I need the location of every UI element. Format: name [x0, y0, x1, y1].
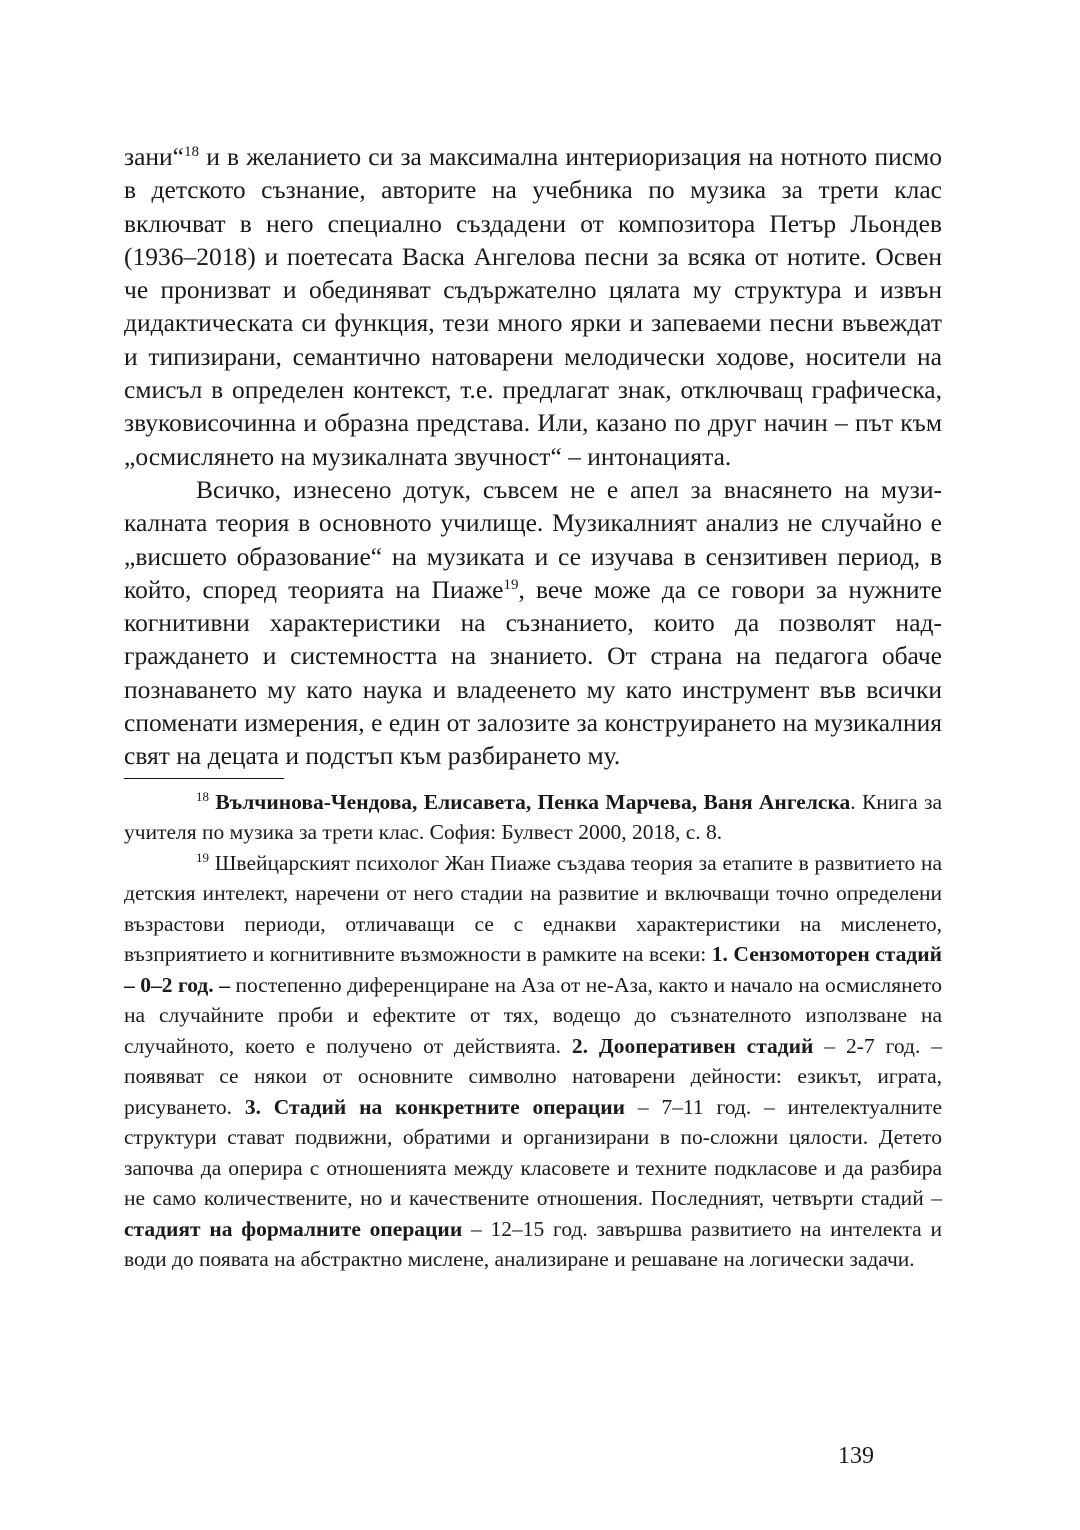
footnote-authors: Вълчинова-Чендова, Елисавета, Пенка Марчева, Ваня Ангелска: [215, 789, 851, 814]
footnote-separator: [124, 778, 284, 779]
footnote-number: 19: [196, 849, 209, 865]
footnote-number: 18: [196, 788, 209, 804]
text-segment: – 12–15 год. завършва развитието на интелекта и води до появата на абстрактно мислене, анализиране и решаване на логически задачи.: [124, 1216, 942, 1272]
footnotes: [124, 787, 942, 1275]
stage-1-label: 1. Сензомоторен стадий – 0–2 год. –: [124, 942, 942, 997]
text-segment: Швейцарският психолог Жан Пиаже създава теория за етапите в развитието на детския интелект, наречени от него стадии на развитие и включващи точно определени възрастови периоди, отличаващи се с еднакви характеристики на мисленето, възприятието и когнитивните възможности в рамките на всеки:: [124, 850, 942, 967]
footnote-citation: . Книга за учителя по музика за трети клас. София: Булвест 2000, 2018, с. 8.: [124, 789, 943, 845]
stage-3-label: 3. Стадий на конкретните операции: [244, 1094, 626, 1119]
text-segment: , вече може да се говори за нужните когнитивни характеристики на съзнанието, които да позволят надграждането и системността на знанието. От страна на педагога обаче познаването му като наука и владеенето му като инструмент във всички споменати измерения, е един от залозите за конструирането на музикалния свят на децата и подстъп към разбирането му.: [124, 574, 942, 771]
text-segment: Всичко, изнесено дотук, съвсем не е апел за внасянето на музикалната теория в основното училище. Музикалният анализ не случайно е „висшето образование“ на музиката и се изучава в сензитивен период, в който, според теорията на Пиаже: [124, 474, 942, 604]
text-segment: постепенно диференциране на Аза от не-Аза, както и начало на осмислянето на случайните проби и ефектите от тях, водещо до съзнателното използване на случайното, което е получено от действията.: [124, 972, 942, 1058]
text-segment: – 2-7 год. – появяват се някои от основните символно натоварени дейности: езикът, играта, рисуването.: [124, 1033, 942, 1119]
footnote-ref-19[interactable]: 19: [503, 576, 519, 593]
footnote-19: [124, 848, 942, 1275]
text-segment: и в желанието си за максимална интериоризация на нотното писмо в детското съзнание, авторите на учебника по музика за трети клас включват в него специално създадени от композитора Петър Льондев (1936–2018) и поетесата Васка Ангелова песни за всяка от нотите. Освен че пронизват и обединяват съдържателно цялата му структура и извън дидактическата си функция, тези много ярки и запеваеми песни въвеждат и типизирани, семантично натоварени мелодически ходове, носители на смисъл в определен контекст, т.е. предлагат знак, отключващ графическа, звуковисочинна и образна представа. Или, казано по друг начин – път към „осмислянето на музикалната звучност“ – интонацията.: [124, 142, 942, 471]
paragraph-1: [124, 140, 942, 473]
page-number: 139: [838, 1443, 874, 1469]
stage-2-label: 2. Дооперативен стадий: [571, 1033, 814, 1058]
page-content: [124, 140, 942, 1275]
paragraph-2: [124, 473, 942, 773]
footnote-18: [124, 787, 942, 848]
text-segment: зани“: [124, 142, 185, 171]
footnote-ref-18[interactable]: 18: [184, 144, 200, 160]
text-segment: – 7–11 год. – интелектуалните структури стават подвижни, обратими и организирани в по-сложни цялости. Детето започва да оперира с отношенията между класовете и техните подкласове и да разбира не само количествените, но и качествените отношения. Последният, четвърти стадий –: [124, 1094, 942, 1211]
stage-4-label: стадият на формалните операции: [124, 1216, 463, 1241]
main-text: [124, 140, 942, 773]
